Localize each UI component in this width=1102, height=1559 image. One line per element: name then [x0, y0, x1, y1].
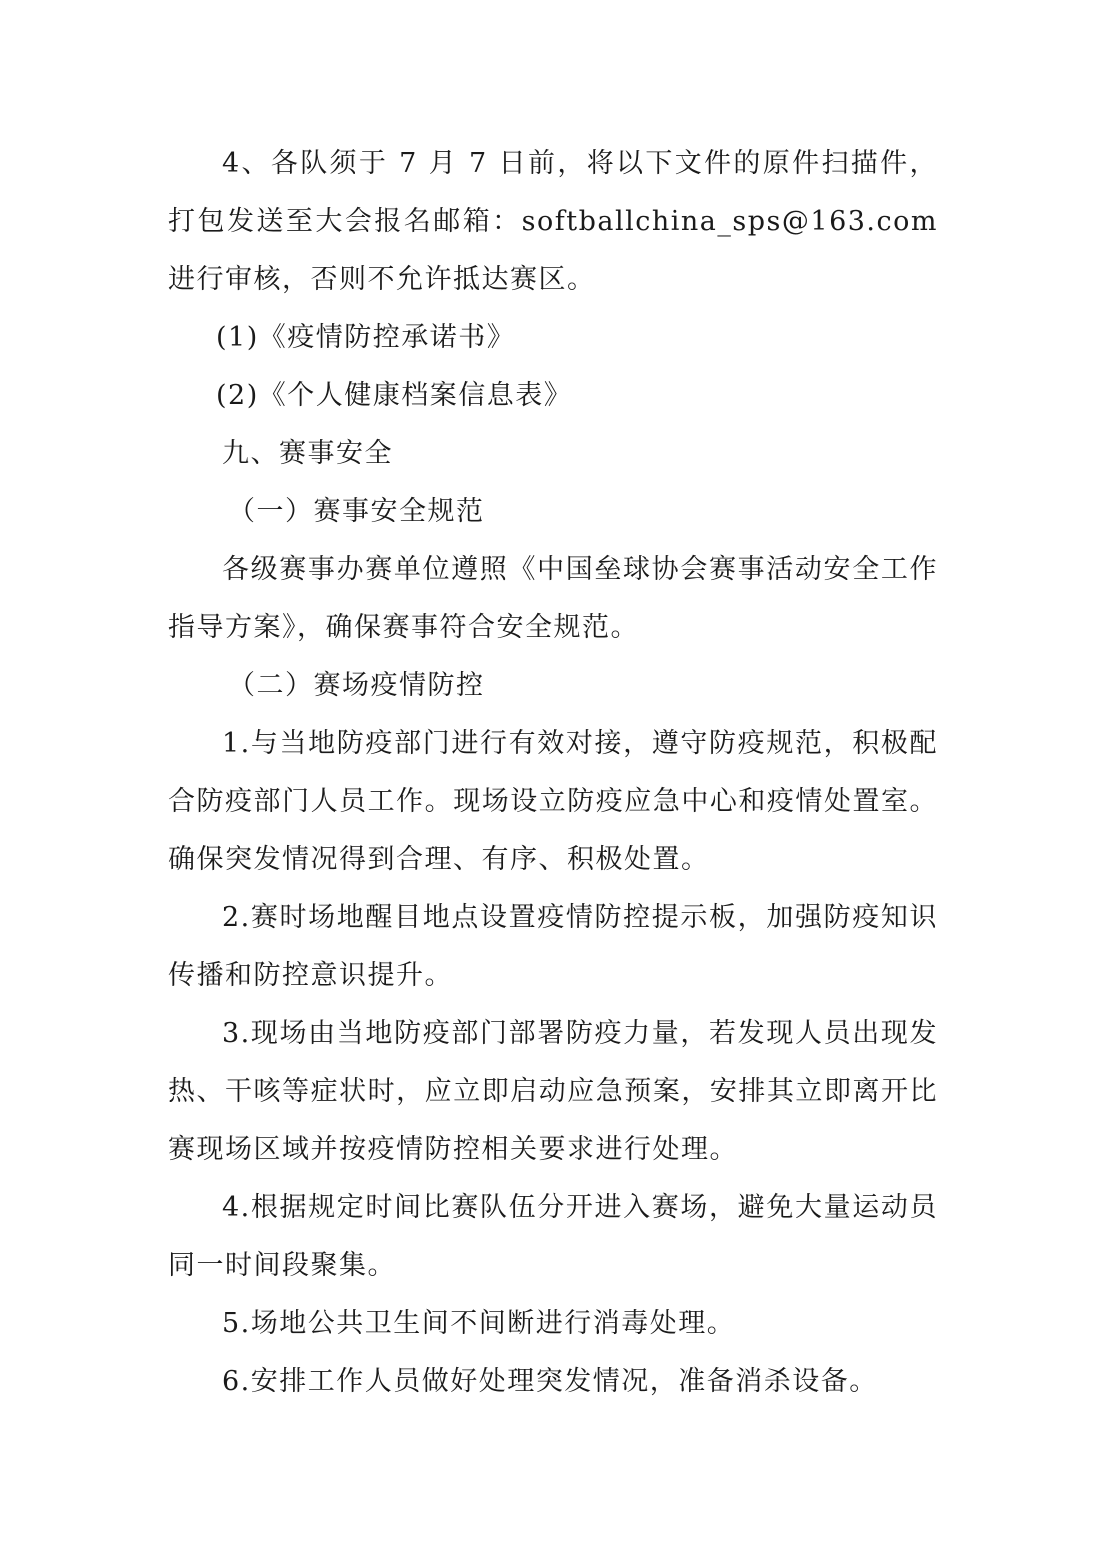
paragraph-item-1: 1.与当地防疫部门进行有效对接，遵守防疫规范，积极配合防疫部门人员工作。现场设立防疫应急中心和疫情处置室。确保突发情况得到合理、有序、积极处置。: [168, 728, 938, 875]
list-item-commitment-letter: (1)《疫情防控承诺书》: [216, 322, 516, 353]
paragraph-item-4: 4.根据规定时间比赛队伍分开进入赛场，避免大量运动员同一时间段聚集。: [168, 1192, 938, 1281]
paragraph-safety-standards: 各级赛事办赛单位遵照《中国垒球协会赛事活动安全工作指导方案》，确保赛事符合安全规范。: [168, 554, 938, 643]
paragraph-item-2: 2.赛时场地醒目地点设置疫情防控提示板，加强防疫知识传播和防控意识提升。: [168, 902, 938, 991]
subsection-heading-epidemic-control: （二）赛场疫情防控: [228, 670, 485, 701]
paragraph-item-5: 5.场地公共卫生间不间断进行消毒处理。: [222, 1308, 736, 1339]
paragraph-item-3: 3.现场由当地防疫部门部署防疫力量，若发现人员出现发热、干咳等症状时，应立即启动应急预案，安排其立即离开比赛现场区域并按疫情防控相关要求进行处理。: [168, 1018, 938, 1165]
paragraph-item-6: 6.安排工作人员做好处理突发情况，准备消杀设备。: [222, 1366, 878, 1397]
list-item-health-record-form: (2)《个人健康档案信息表》: [216, 380, 573, 411]
section-heading-event-safety: 九、赛事安全: [222, 438, 393, 469]
document-body: [168, 135, 938, 1411]
subsection-heading-safety-standards: （一）赛事安全规范: [228, 496, 485, 527]
paragraph-submission-deadline: 4、各队须于 7 月 7 日前，将以下文件的原件扫描件，打包发送至大会报名邮箱：softballchina_sps@163.com 进行审核，否则不允许抵达赛区。: [168, 148, 938, 295]
